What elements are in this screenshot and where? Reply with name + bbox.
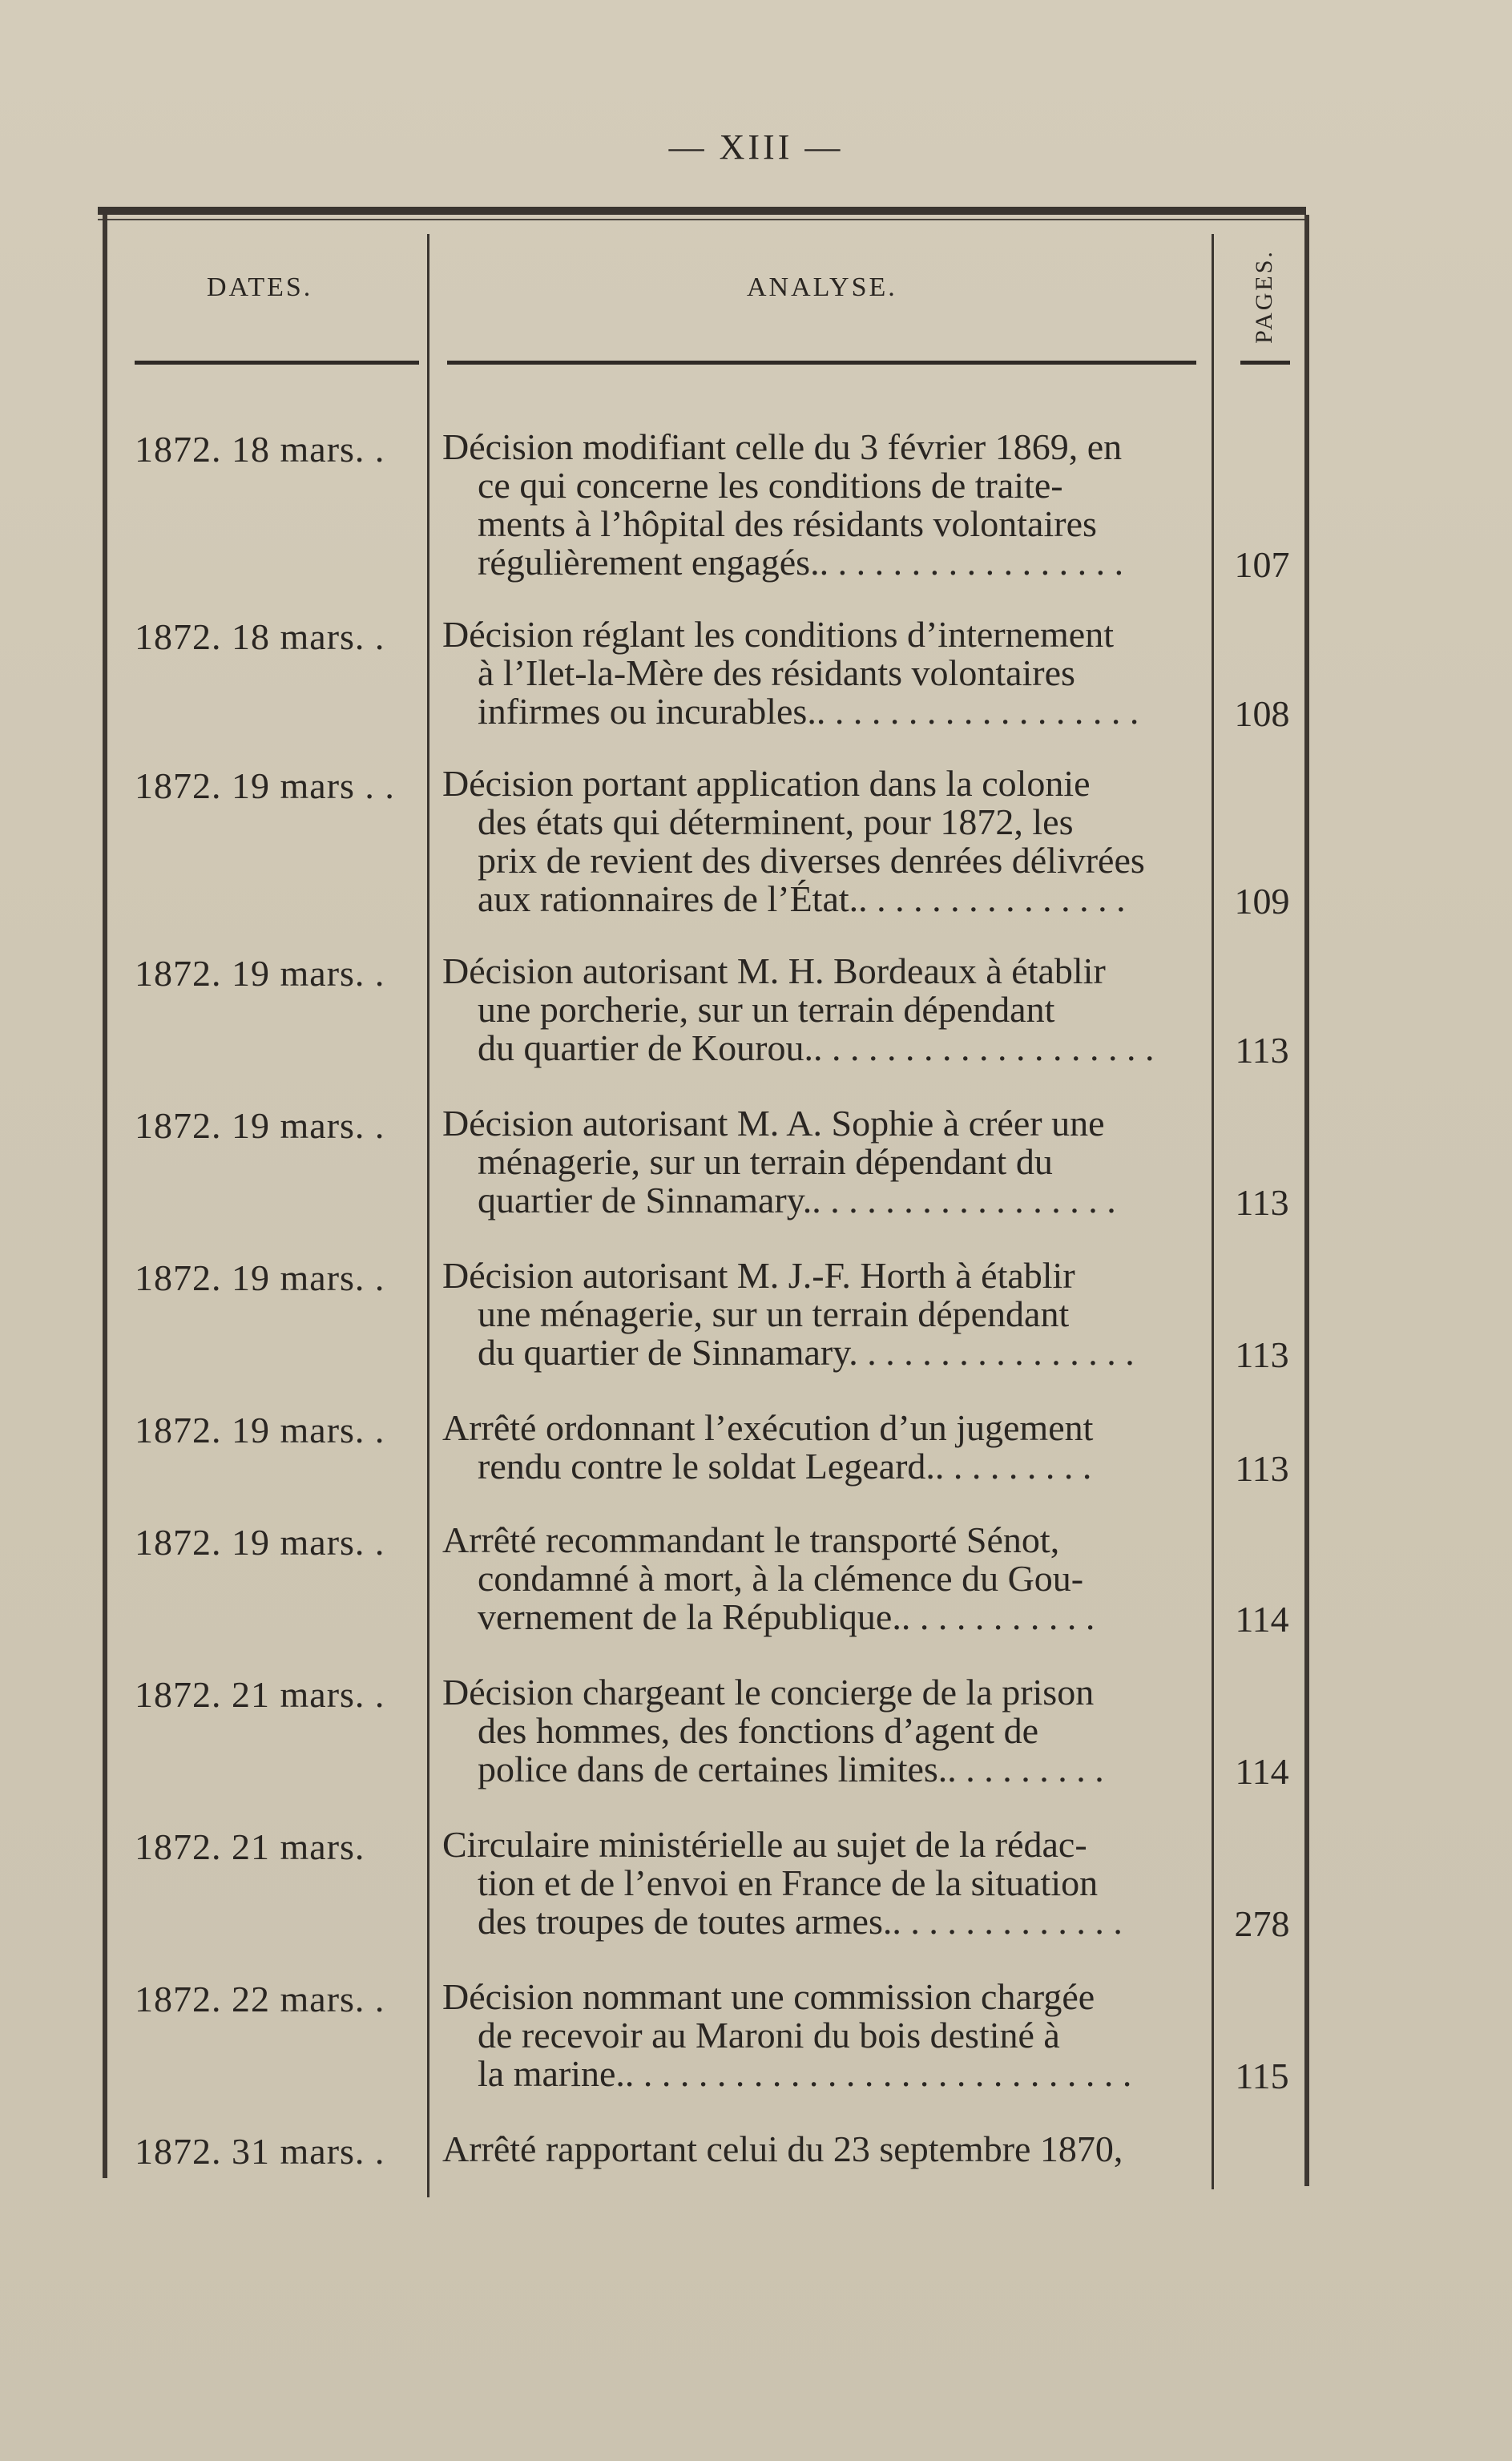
table-frame-top-inner bbox=[98, 219, 1306, 220]
header-dates: DATES. bbox=[207, 272, 313, 302]
analysis-line: infirmes ou incurables.. . . . . . . . . . . . . . . . . . bbox=[478, 691, 1139, 732]
entry-date: 1872. 19 mars. . bbox=[135, 1257, 385, 1298]
entry-date: 1872. 31 mars. . bbox=[135, 2131, 385, 2172]
analysis-line: des hommes, des fonctions d’agent de bbox=[478, 1710, 1039, 1751]
entry-analysis bbox=[442, 952, 1205, 1067]
entry-page: 114 bbox=[1235, 1599, 1289, 1640]
analysis-line: tion et de l’envoi en France de la situation bbox=[478, 1862, 1099, 1903]
entry-date: 1872. 19 mars . . bbox=[135, 765, 395, 806]
entry-page: 113 bbox=[1235, 1334, 1289, 1375]
analysis-line: Arrêté ordonnant l’exécution d’un jugement bbox=[442, 1407, 1094, 1448]
entry-date: 1872. 19 mars. . bbox=[135, 1105, 385, 1146]
entry-page: 114 bbox=[1235, 1751, 1289, 1792]
entry-page: 113 bbox=[1235, 1030, 1289, 1071]
analysis-line: ménagerie, sur un terrain dépendant du bbox=[478, 1141, 1053, 1182]
analysis-line: ce qui concerne les conditions de traite- bbox=[478, 465, 1063, 506]
analysis-line: police dans de certaines limites.. . . . . . . . . bbox=[478, 1749, 1104, 1789]
entry-analysis bbox=[442, 1257, 1205, 1372]
entry-date: 1872. 19 mars. . bbox=[135, 1410, 385, 1450]
analysis-line: des troupes de toutes armes.. . . . . . . . . . . . . bbox=[478, 1901, 1123, 1942]
analysis-line: Décision nommant une commission chargée bbox=[442, 1976, 1095, 2017]
analysis-line: du quartier de Sinnamary. . . . . . . . . . . . . . . . bbox=[478, 1332, 1135, 1373]
analysis-line: vernement de la République.. . . . . . . . . . . bbox=[478, 1596, 1095, 1637]
entry-date: 1872. 19 mars. . bbox=[135, 1522, 385, 1563]
entry-analysis bbox=[442, 1826, 1205, 1941]
entry-page: 115 bbox=[1235, 2056, 1289, 2096]
header-rule-pages bbox=[1240, 361, 1290, 365]
header-rule-analyse bbox=[447, 361, 1196, 365]
entry-page: 109 bbox=[1234, 881, 1290, 922]
analysis-line: prix de revient des diverses denrées délivrées bbox=[478, 840, 1145, 881]
entry-page: 113 bbox=[1235, 1448, 1289, 1489]
analysis-line: une porcherie, sur un terrain dépendant bbox=[478, 989, 1055, 1030]
table-frame-left bbox=[103, 215, 107, 2178]
column-divider-dates bbox=[427, 234, 429, 2197]
header-rule-dates bbox=[135, 361, 419, 365]
analysis-line: ments à l’hôpital des résidants volontaires bbox=[478, 503, 1097, 544]
entry-date: 1872. 21 mars. . bbox=[135, 1674, 385, 1715]
analysis-line: Décision modifiant celle du 3 février 1869, en bbox=[442, 426, 1123, 467]
entry-analysis bbox=[442, 765, 1205, 918]
analysis-line: Décision portant application dans la colonie bbox=[442, 763, 1091, 804]
table-frame-top bbox=[98, 207, 1306, 215]
analysis-line: une ménagerie, sur un terrain dépendant bbox=[478, 1293, 1070, 1334]
analysis-line: du quartier de Kourou.. . . . . . . . . . . . . . . . . . . bbox=[478, 1027, 1155, 1068]
analysis-line: condamné à mort, à la clémence du Gou- bbox=[478, 1558, 1084, 1599]
analysis-line: la marine.. . . . . . . . . . . . . . . . . . . . . . . . . . . . bbox=[478, 2053, 1132, 2094]
analysis-line: Décision autorisant M. A. Sophie à créer une bbox=[442, 1103, 1105, 1144]
entry-analysis bbox=[442, 428, 1205, 582]
header-analyse: ANALYSE. bbox=[747, 272, 897, 302]
table-frame-right bbox=[1304, 215, 1309, 2186]
analysis-line: Décision réglant les conditions d’internement bbox=[442, 614, 1114, 655]
analysis-line: régulièrement engagés.. . . . . . . . . . . . . . . . . bbox=[478, 542, 1124, 583]
entry-date: 1872. 19 mars. . bbox=[135, 953, 385, 994]
entry-analysis bbox=[442, 1673, 1205, 1789]
analysis-line: quartier de Sinnamary.. . . . . . . . . . . . . . . . . bbox=[478, 1180, 1116, 1220]
entry-page: 107 bbox=[1234, 544, 1290, 585]
entry-page: 108 bbox=[1234, 693, 1290, 734]
analysis-line: Arrêté rapportant celui du 23 septembre 1870, bbox=[442, 2128, 1123, 2169]
entry-analysis bbox=[442, 2130, 1205, 2169]
entry-analysis bbox=[442, 1409, 1205, 1486]
analysis-line: Décision autorisant M. H. Bordeaux à établir bbox=[442, 950, 1106, 991]
page-number: — XIII — bbox=[668, 127, 844, 167]
entry-page: 113 bbox=[1235, 1182, 1289, 1223]
entry-analysis bbox=[442, 1521, 1205, 1636]
entry-date: 1872. 22 mars. . bbox=[135, 1979, 385, 2019]
analysis-line: Décision autorisant M. J.-F. Horth à établir bbox=[442, 1255, 1075, 1296]
entry-date: 1872. 18 mars. . bbox=[135, 429, 385, 470]
analysis-line: à l’Ilet-la-Mère des résidants volontaires bbox=[478, 652, 1075, 693]
analysis-line: de recevoir au Maroni du bois destiné à bbox=[478, 2015, 1060, 2056]
analysis-line: Circulaire ministérielle au sujet de la rédac- bbox=[442, 1824, 1087, 1865]
entry-date: 1872. 21 mars. bbox=[135, 1826, 365, 1867]
analysis-line: aux rationnaires de l’État.. . . . . . . . . . . . . . . bbox=[478, 878, 1126, 919]
entry-analysis bbox=[442, 1104, 1205, 1220]
entry-analysis bbox=[442, 1978, 1205, 2093]
analysis-line: Arrêté recommandant le transporté Sénot, bbox=[442, 1519, 1060, 1560]
entry-page: 278 bbox=[1234, 1903, 1290, 1944]
analysis-line: Décision chargeant le concierge de la prison bbox=[442, 1672, 1095, 1713]
analysis-line: rendu contre le soldat Legeard.. . . . . . . . . bbox=[478, 1446, 1092, 1487]
entry-analysis bbox=[442, 615, 1205, 731]
header-pages: PAGES. bbox=[1251, 249, 1277, 344]
analysis-line: des états qui déterminent, pour 1872, les bbox=[478, 801, 1074, 842]
column-divider-pages bbox=[1212, 234, 1214, 2189]
entry-date: 1872. 18 mars. . bbox=[135, 616, 385, 657]
